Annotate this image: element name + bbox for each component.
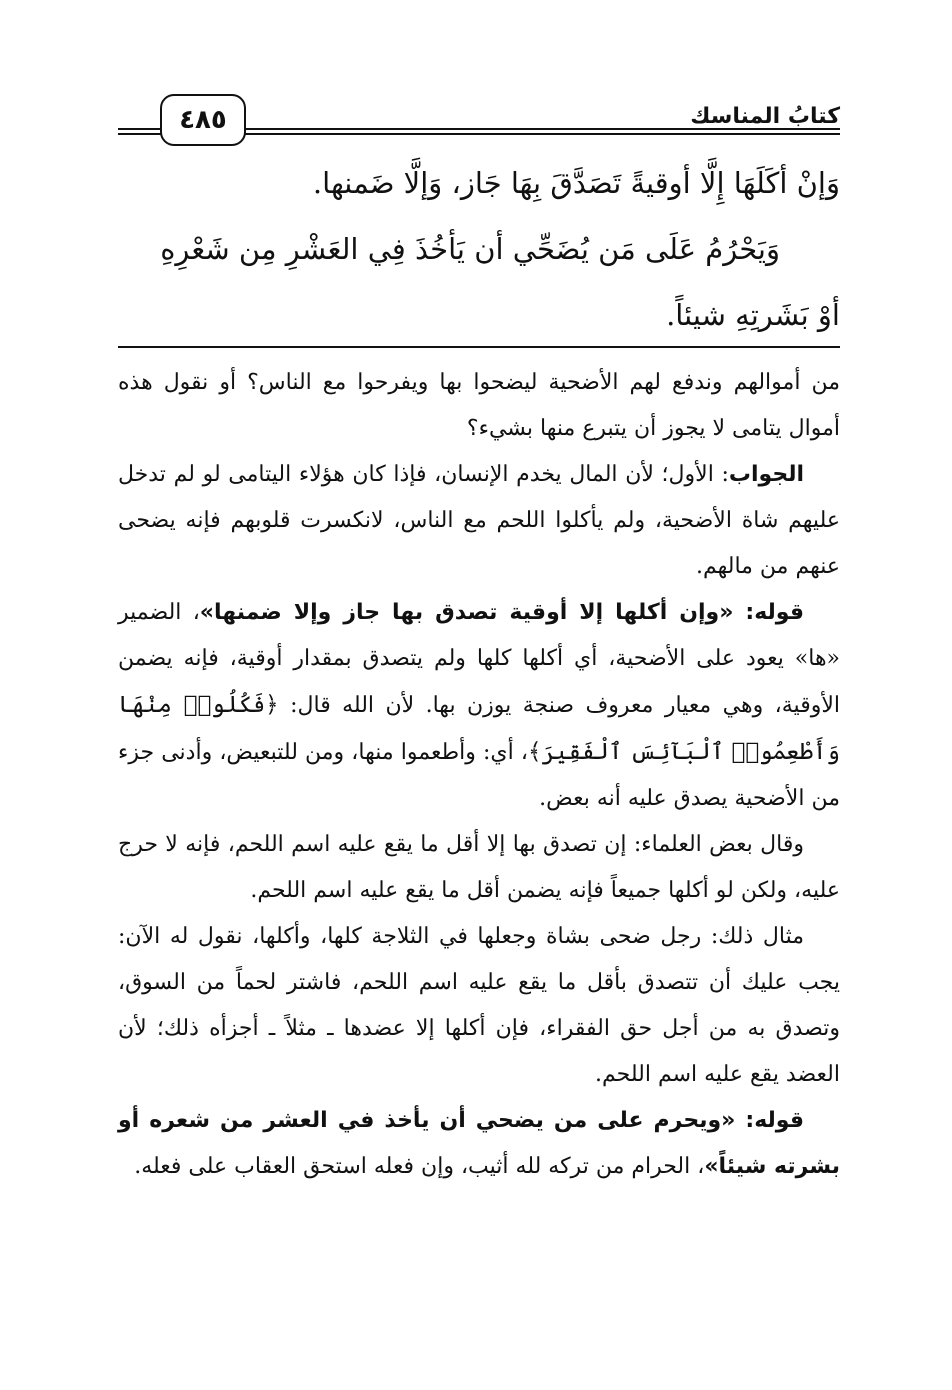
commentary-paragraph: من أموالهم وندفع لهم الأضحية ليضحوا بها ويفرحوا مع الناس؟ أو نقول هذه أموال يتامى لا يجوز أن يتبرع منها بشيء؟	[118, 370, 840, 441]
matn-quote: «ويحرم على من يضحي أن يأخذ في العشر من شعره أو بشرته شيئاً»	[118, 1108, 840, 1179]
matn-line: أوْ بَشَرتِهِ شيئاً.	[666, 298, 840, 332]
commentary-paragraph: مثال ذلك: رجل ضحى بشاة وجعلها في الثلاجة كلها، وأكلها، نقول له الآن: يجب عليك أن تتصدق بأقل ما يقع عليه اسم اللحم، فاشتر لحماً من السوق، وتصدق به من أجل حق الفقراء، فإن أكلها إلا عضدها ـ مثلاً ـ أجزأه ذلك؛ لأن العضد يقع عليه اسم اللحم.	[118, 924, 840, 1087]
matn-block	[118, 150, 840, 348]
answer-label: الجواب	[728, 462, 804, 487]
commentary-text: ، الحرام من تركه لله أثيب، وإن فعله استحق العقاب على فعله.	[134, 1154, 705, 1179]
commentary-text: ، أي: وأطعموا منها، ومن للتبعيض، وأدنى جزء من الأضحية يصدق عليه أنه بعض.	[118, 740, 840, 811]
commentary-block	[118, 360, 840, 1190]
commentary-paragraph	[118, 452, 840, 590]
commentary-paragraph	[118, 1098, 840, 1190]
page-header	[118, 90, 840, 148]
commentary-text: ، الضمير «ها» يعود على الأضحية، أي أكلها كلها ولم يتصدق بمقدار أوقية، فإنه يضمن الأوقية، وهي معيار معروف صنجة يوزن بها. لأن الله قال:	[118, 600, 840, 718]
matn-line: وَإنْ أكَلَهَا إِلَّا أوقيةً تَصَدَّقَ بِهَا جَاز، وَإلَّا ضَمنها.	[312, 166, 840, 200]
commentary-paragraph	[118, 590, 840, 822]
matn-line: وَيَحْرُمُ عَلَى مَن يُضَحِّي أن يَأخُذَ فِي العَشْرِ مِن شَعْرِهِ	[160, 232, 780, 266]
qawluhu-label: قوله:	[745, 600, 805, 625]
commentary-paragraph: وقال بعض العلماء: إن تصدق بها إلا أقل ما يقع عليه اسم اللحم، فإنه لا حرج عليه، ولكن لو أكلها جميعاً فإنه يضمن أقل ما يقع عليه اسم اللحم.	[118, 832, 840, 903]
book-title: كتابُ المناسك	[690, 104, 840, 129]
qawluhu-label: قوله:	[745, 1108, 804, 1133]
page-number: ٤٨٥	[160, 94, 246, 146]
answer-text: : الأول؛ لأن المال يخدم الإنسان، فإذا كان هؤلاء اليتامى لو لم تدخل عليهم شاة الأضحية، ولم يأكلوا اللحم مع الناس، لانكسرت قلوبهم فإنه يضحى عنهم من مالهم.	[118, 462, 840, 579]
matn-quote: «وإن أكلها إلا أوقية تصدق بها جاز وإلا ضمنها»	[199, 600, 746, 625]
footnote-separator	[118, 346, 840, 348]
quran-verse: ﴿فَكُلُوا۟ مِنْهَا وَأَطْعِمُوا۟ ٱلْبَآئِسَ ٱلْفَقِيرَ﴾	[118, 692, 840, 765]
